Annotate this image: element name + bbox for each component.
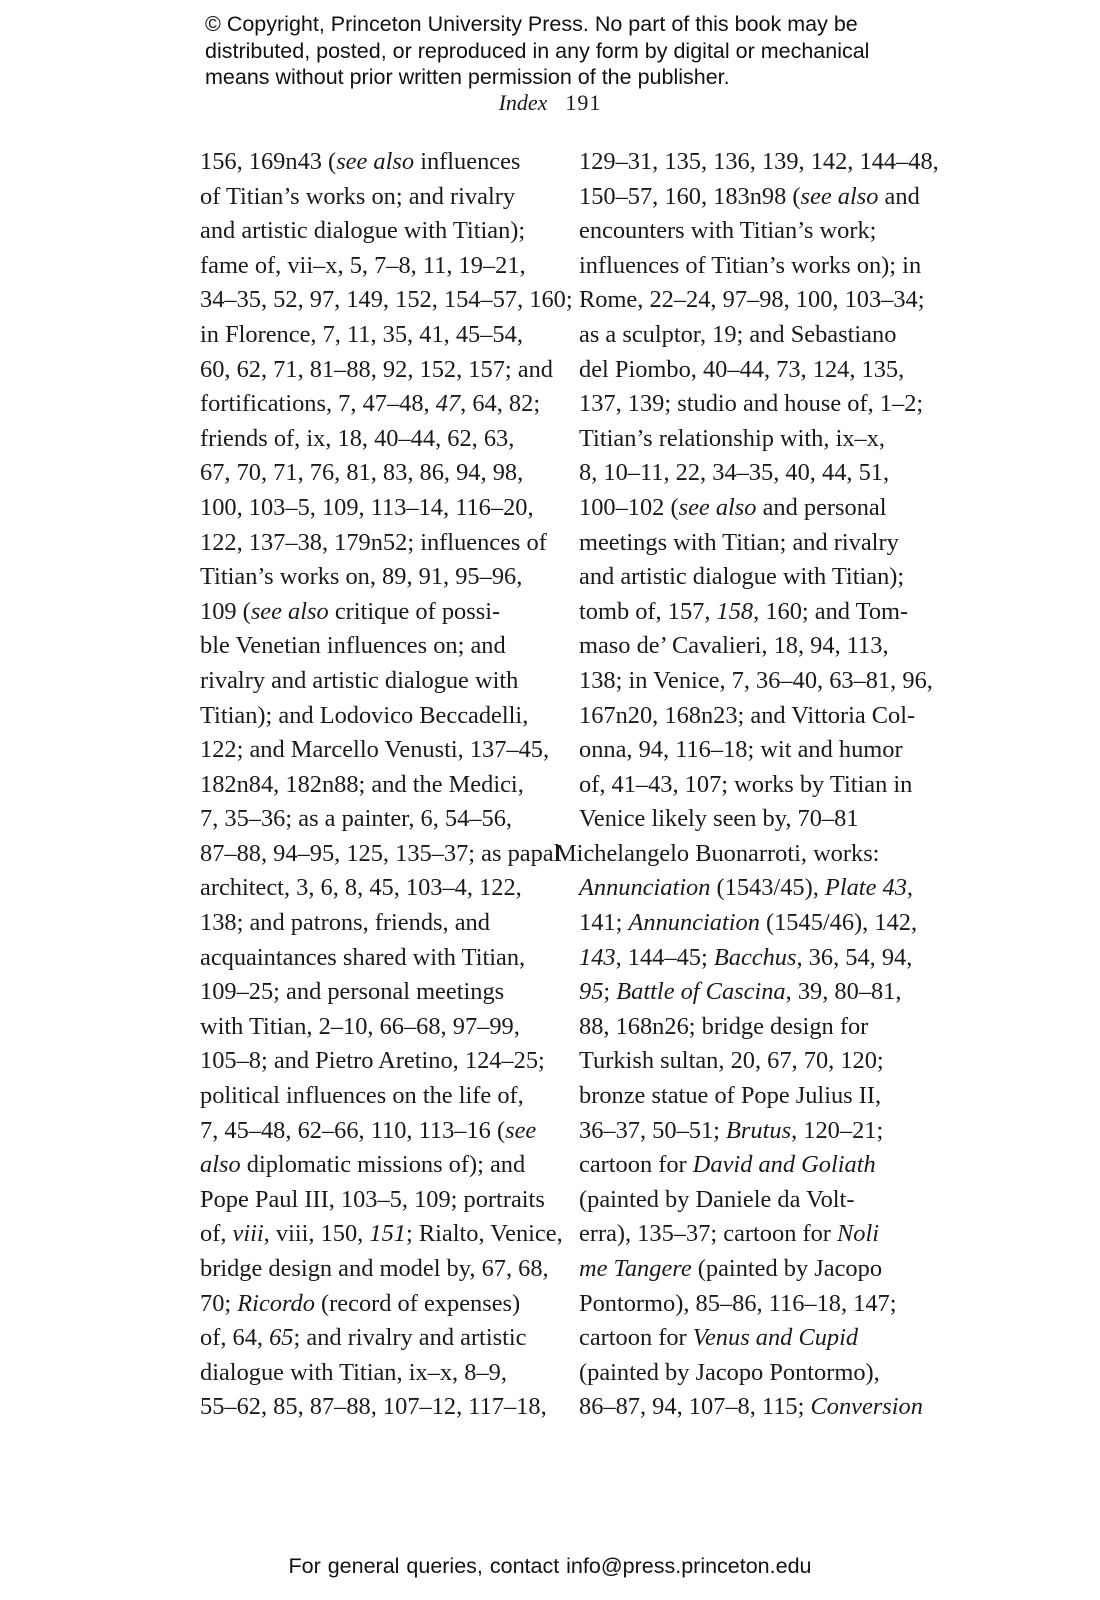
index-line [555,1044,935,1079]
italic-text: also [200,1151,241,1179]
index-line [555,664,935,699]
text-run: 129–31, 135, 136, 139, 142, 144–48, [579,148,939,175]
text-run: 122, 137–38, 179n52; influences of [200,528,547,556]
index-line [555,941,935,976]
text-run: , 144–45; [615,943,714,971]
text-run: Venice likely seen by, 70–81 [579,805,859,833]
text-run: , 39, 80–81, [785,978,902,1006]
italic-text: 95 [579,978,604,1006]
index-line [555,491,935,526]
index-line [176,1183,545,1218]
text-run: of, [200,1220,233,1248]
index-line [176,629,541,664]
text-run: , viii, 150, [263,1220,370,1248]
text-run: 86–87, 94, 107–8, 115; [579,1393,811,1421]
footer-contact: For general queries, contact info@press.princeton.edu [288,1554,812,1578]
text-run: 7, 35–36; as a painter, 6, 54–56, [200,805,512,833]
index-line [176,145,541,180]
page-number: 191 [565,90,602,115]
italic-text: Brutus [726,1116,792,1144]
italic-text: see also [336,148,415,175]
text-run: and personal [756,493,887,521]
index-line [176,871,541,906]
index-line [176,283,573,318]
index-line [555,353,935,388]
text-run: of Titian’s works on; and rivalry [200,182,516,210]
index-line [555,1252,935,1287]
index-line [176,975,541,1010]
text-run: ; and rivalry and artistic [293,1324,527,1352]
index-line [555,1287,935,1322]
index-line [555,1217,935,1252]
index-line [555,526,935,561]
index-line [176,1252,549,1287]
text-run: onna, 94, 116–18; wit and humor [579,736,903,764]
text-run: 88, 168n26; bridge design for [579,1012,869,1040]
text-run: , [906,874,913,902]
text-run: 105–8; and Pietro Aretino, 124–25; [200,1047,545,1075]
index-column-right [555,145,939,1425]
text-run: Pope Paul III, 103–5, 109; portraits [200,1185,545,1213]
text-run: architect, 3, 6, 8, 45, 103–4, 122, [200,874,522,902]
text-run: 167n20, 168n23; and Vittoria Col- [579,701,916,729]
text-run: bronze statue of Pope Julius II, [579,1082,882,1110]
index-column-left [176,145,573,1425]
text-run: encounters with Titian’s work; [579,217,877,245]
italic-text: David and Goliath [692,1151,876,1179]
text-run: and artistic dialogue with Titian); [579,563,905,591]
text-run: fame of, vii–x, 5, 7–8, 11, 19–21, [200,251,526,279]
text-run: 55–62, 85, 87–88, 107–12, 117–18, [200,1393,547,1421]
text-run: critique of possi- [328,597,501,625]
index-line [555,975,935,1010]
text-run: 141; [579,909,629,937]
index-line [176,733,550,768]
copyright-line: distributed, posted, or reproduced in any form by digital or mechanical [205,38,870,63]
copyright-line: © Copyright, Princeton University Press. No part of this book may be [205,12,858,36]
text-run: 100–102 ( [579,493,679,521]
text-run: (painted by Jacopo Pontormo), [579,1358,880,1386]
italic-text: Battle of Cascina [616,978,786,1006]
text-run: erra), 135–37; cartoon for [579,1220,838,1248]
index-line [555,283,935,318]
index-line [176,768,541,803]
index-line [176,664,541,699]
index-line [555,1390,935,1425]
index-line [176,699,541,734]
index-line [555,906,935,941]
text-run: , 64, 82; [460,390,541,418]
italic-text: viii [232,1220,264,1248]
index-line [176,1390,547,1425]
italic-text: Bacchus [713,943,797,971]
index-line [555,1183,935,1218]
index-line [176,1148,541,1183]
text-run: 137, 139; studio and house of, 1–2; [579,390,924,418]
italic-text: 158 [716,597,754,625]
text-run: tomb of, 157, [579,597,717,625]
index-line [176,491,541,526]
index-line [176,560,541,595]
text-run: 67, 70, 71, 76, 81, 83, 86, 94, 98, [200,459,524,487]
text-run: ; [603,978,617,1006]
text-run: 34–35, 52, 97, 149, 152, 154–57, 160; [200,286,573,314]
index-line [176,802,541,837]
italic-text: Noli [837,1220,880,1248]
text-run: meetings with Titian; and rivalry [579,528,899,556]
text-run: Rome, 22–24, 97–98, 100, 103–34; [579,286,925,314]
text-run: influences of Titian’s works on); in [579,251,922,279]
index-line [555,318,935,353]
text-run: (record of expenses) [314,1289,521,1317]
index-line [176,837,561,872]
index-line [555,387,935,422]
text-run: ; Rialto, Venice, [405,1220,563,1248]
text-run: 109–25; and personal meetings [200,978,505,1006]
text-run: 150–57, 160, 183n98 ( [579,182,801,210]
index-line [176,1321,541,1356]
text-run: and [878,182,920,210]
index-line [555,699,935,734]
text-run: Turkish sultan, 20, 67, 70, 120; [579,1047,884,1075]
text-run: 60, 62, 71, 81–88, 92, 152, 157; and [200,355,553,383]
index-line [176,595,541,630]
text-run: 109 ( [200,597,251,625]
italic-text: Conversion [810,1393,923,1421]
index-line [555,1079,935,1114]
index-line [176,1079,541,1114]
text-run: and artistic dialogue with Titian); [200,217,526,245]
text-run: acquaintances shared with Titian, [200,943,526,971]
italic-text: see also [678,493,757,521]
text-run: maso de’ Cavalieri, 18, 94, 113, [579,632,889,660]
index-line [176,353,553,388]
text-run: dialogue with Titian, ix–x, 8–9, [200,1358,507,1386]
text-run: cartoon for [579,1324,693,1352]
index-line [555,1356,935,1391]
index-line [555,214,935,249]
index-line [176,941,541,976]
text-run: 8, 10–11, 22, 34–35, 40, 44, 51, [579,459,890,487]
copyright-line: means without prior written permission of the publisher. [205,65,730,89]
index-line [555,180,935,215]
italic-text: 65 [269,1324,294,1352]
index-entry-heading [555,837,935,872]
running-head [0,89,1100,117]
text-run: 122; and Marcello Venusti, 137–45, [200,736,550,764]
index-line [555,1114,935,1149]
text-run: 156, 169n43 ( [200,148,337,175]
index-line [176,1044,545,1079]
index-line [176,422,541,457]
index-line [555,629,935,664]
index-line [176,249,541,284]
index-line [176,214,541,249]
text-run: 7, 45–48, 62–66, 110, 113–16 ( [200,1116,506,1144]
index-line [555,560,935,595]
italic-text: see [505,1116,537,1144]
text-run: influences [414,148,521,175]
index-line [176,180,541,215]
index-line [176,1287,541,1322]
text-run: of, 64, [200,1324,270,1352]
text-run: ble Venetian influences on; and [200,632,506,660]
text-run: Titian’s works on, 89, 91, 95–96, [200,563,523,591]
italic-text: 47 [435,390,461,418]
index-line [555,1148,935,1183]
italic-text: see also [250,597,329,625]
italic-text: Annunciation [579,874,711,902]
index-line [176,387,541,422]
index-line [555,595,935,630]
text-run: diplomatic missions of); and [240,1151,526,1179]
text-run: with Titian, 2–10, 66–68, 97–99, [200,1012,520,1040]
text-run: Michelangelo Buonarroti, works: [555,839,880,867]
index-line [555,1010,935,1045]
running-head-title: Index [498,90,548,115]
text-run: (1545/46), 142, [759,909,918,937]
text-run: 100, 103–5, 109, 113–14, 116–20, [200,493,534,521]
copyright-notice [205,11,965,91]
index-line [555,768,935,803]
index-line [176,526,547,561]
text-run: del Piombo, 40–44, 73, 124, 135, [579,355,905,383]
italic-text: see also [800,182,879,210]
index-line [176,1114,541,1149]
text-run: friends of, ix, 18, 40–44, 62, 63, [200,424,515,452]
text-run: 36–37, 50–51; [579,1116,727,1144]
text-run: (1543/45), [710,874,825,902]
text-run: 87–88, 94–95, 125, 135–37; as papal [200,839,561,867]
text-run: 138; and patrons, friends, and [200,909,490,937]
text-run: Titian); and Lodovico Beccadelli, [200,701,529,729]
text-run: 70; [200,1289,238,1317]
text-run: 182n84, 182n88; and the Medici, [200,770,524,798]
index-line [176,318,541,353]
index-line [176,1356,541,1391]
index-line [555,871,935,906]
text-run: as a sculptor, 19; and Sebastiano [579,320,897,348]
index-line [555,422,935,457]
text-run: Titian’s relationship with, ix–x, [579,424,886,452]
text-run: , 36, 54, 94, [796,943,913,971]
index-line [176,1217,563,1252]
italic-text: Annunciation [628,909,760,937]
index-line [555,1321,935,1356]
text-run: 138; in Venice, 7, 36–40, 63–81, 96, [579,666,933,694]
italic-text: Venus and Cupid [692,1324,859,1352]
index-line [555,802,935,837]
text-run: , 120–21; [791,1116,884,1144]
text-run: rivalry and artistic dialogue with [200,666,519,694]
text-run: cartoon for [579,1151,693,1179]
text-run: in Florence, 7, 11, 35, 41, 45–54, [200,320,523,348]
italic-text: 151 [369,1220,406,1248]
index-line [176,1010,541,1045]
italic-text: me Tangere [579,1255,692,1282]
index-line [555,456,935,491]
index-line [176,456,541,491]
text-run: political influences on the life of, [200,1082,524,1110]
index-line [555,145,939,180]
index-line [176,906,541,941]
text-run: of, 41–43, 107; works by Titian in [579,770,913,798]
index-line [555,249,935,284]
italic-text: Ricordo [237,1289,315,1317]
text-run: (painted by Daniele da Volt- [579,1185,855,1213]
text-run: fortifications, 7, 47–48, [200,390,436,418]
italic-text: Plate 43 [824,874,907,902]
text-run: (painted by Jacopo [691,1255,883,1282]
index-line [555,733,935,768]
text-run: Pontormo), 85–86, 116–18, 147; [579,1289,897,1317]
text-run: , 160; and Tom- [753,597,909,625]
italic-text: 143 [579,943,616,971]
text-run: bridge design and model by, 67, 68, [200,1255,549,1282]
